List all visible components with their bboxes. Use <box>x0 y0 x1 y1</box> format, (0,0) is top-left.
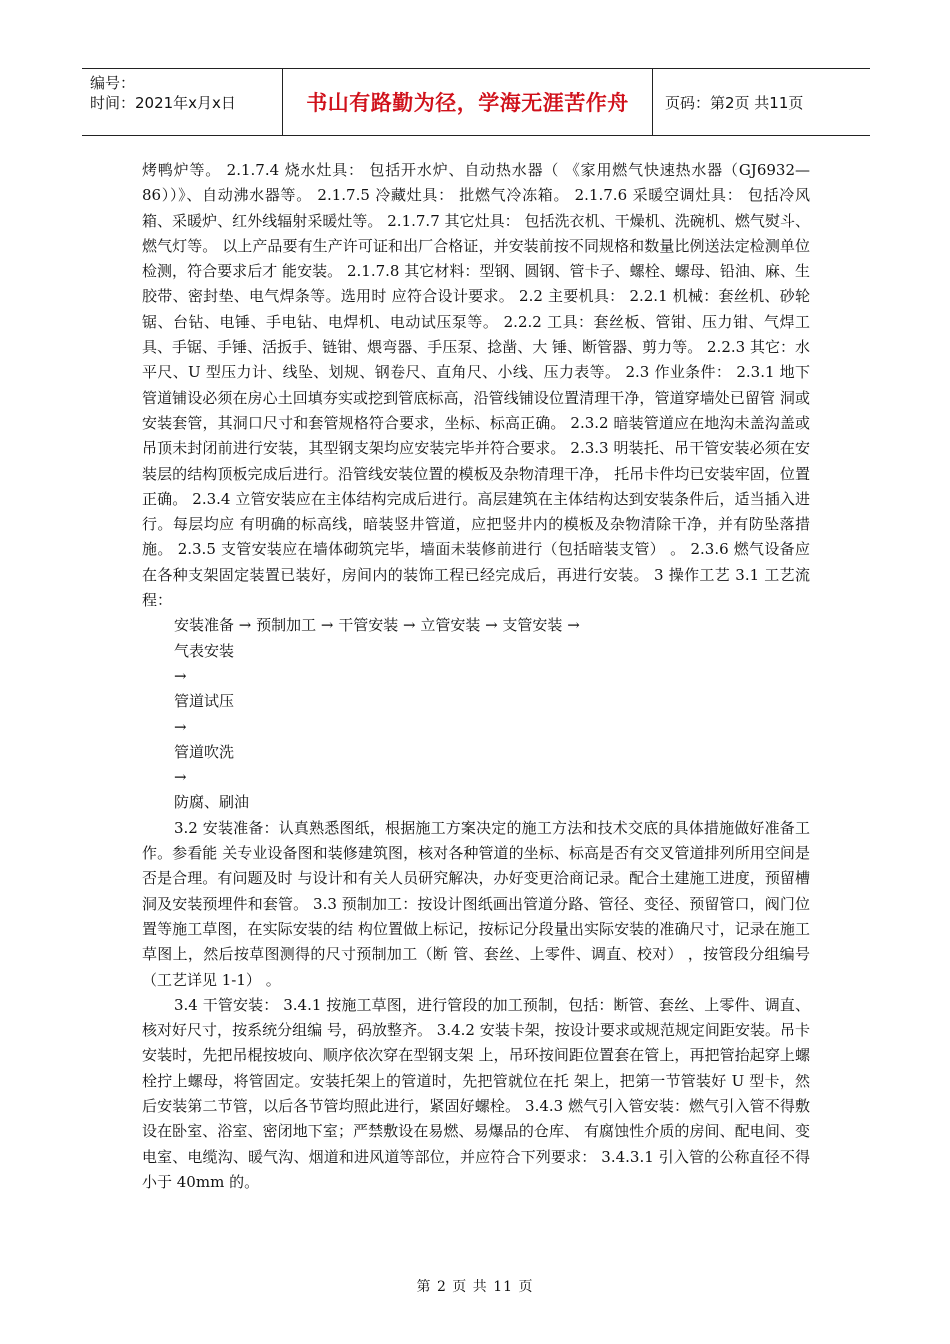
header-motto: 书山有路勤为径，学海无涯苦作舟 <box>283 69 653 135</box>
flow-step: 防腐、刷油 <box>174 793 250 812</box>
page-footer-number: 第 2 页 共 11 页 <box>416 1279 534 1295</box>
flow-arrow: → <box>174 768 187 787</box>
page-header <box>82 68 870 136</box>
flow-step: 管道试压 <box>174 692 235 711</box>
body-paragraph: 3.2 安装准备：认真熟悉图纸，根据施工方案决定的施工方法和技术交底的具体措施做好准备工作。参看能 关专业设备图和装修建筑图，核对各种管道的坐标、标高是否有交叉管道排列所用空间是否是合理。有问题及时 与设计和有关人员研究解决，办好变更洽商记录。配合土建施工进度，预留槽洞及安装预埋件和套管。 3.3 预制加工：按设计图纸画出管道分路、管径、变径、预留管口，阀门位置等施工草图，在实际安装的结 构位置做上标记，按标记分段量出实际安装的准确尺寸，记录在施工草图上，然后按草图测得的尺寸预制加工（断 管、套丝、上零件、调直、校对） ，按管段分组编号（工艺详见 1-1） 。 <box>142 818 810 989</box>
flow-line: 安装准备 → 预制加工 → 干管安装 → 立管安装 → 支管安装 → <box>174 616 580 635</box>
flow-arrow: → <box>174 717 187 736</box>
header-page-info: 页码：第2页 共11页 <box>665 93 804 112</box>
flow-arrow: → <box>174 666 187 685</box>
body-paragraph: 烤鸭炉等。 2.1.7.4 烧水灶具： 包括开水炉、自动热水器（ 《家用燃气快速热水器（GJ6932—86））》、自动沸水器等。 2.1.7.5 冷藏灶具： 批燃气冷冻箱。 2.1.7.6 采暖空调灶具： 包括冷风箱、采暖炉、红外线辐射采暖灶等。 2.1.7.7 其它灶具： 包括洗衣机、干燥机、洗碗机、燃气熨斗、燃气灯等。 以上产品要有生产许可证和出厂合格证，并安装前按不同规格和数量比例送法定检测单位检测，符合要求后才 能安装。 2.1.7.8 其它材料：型钢、圆钢、管卡子、螺栓、螺母、铅油、麻、生胶带、密封垫、电气焊条等。选用时 应符合设计要求。 2.2 主要机具： 2.2.1 机械：套丝机、砂轮锯、台钻、电锤、手电钻、电焊机、电动试压泵等。 2.2.2 工具：套丝板、管钳、压力钳、气焊工具、手锯、手锤、活扳手、链钳、煨弯器、手压泵、捻凿、大 锤、断管器、剪力等。 2.2.3 其它：水平尺、U 型压力计、线坠、划规、钢卷尺、直角尺、小线、压力表等。 2.3 作业条件： 2.3.1 地下管道铺设必须在房心土回填夯实或挖到管底标高，沿管线铺设位置清理干净，管道穿墙处已留管 洞或安装套管，其洞口尺寸和套管规格符合要求，坐标、标高正确。 2.3.2 暗装管道应在地沟未盖沟盖或吊顶未封闭前进行安装，其型钢支架均应安装完毕并符合要求。 2.3.3 明装托、吊干管安装必须在安装层的结构顶板完成后进行。沿管线安装位置的模板及杂物清理干净， 托吊卡件均已安装牢固，位置正确。 2.3.4 立管安装应在主体结构完成后进行。高层建筑在主体结构达到安装条件后，适当插入进行。每层均应 有明确的标高线，暗装竖井管道，应把竖井内的模板及杂物清除干净，并有防坠落措施。 2.3.5 支管安装应在墙体砌筑完毕，墙面未装修前进行（包括暗装支管） 。 2.3.6 燃气设备应在各种支架固定装置已装好，房间内的装饰工程已经完成后，再进行安装。 3 操作工艺 3.1 工艺流程： <box>142 161 810 610</box>
process-flow <box>142 613 810 815</box>
flow-step: 气表安装 <box>174 641 235 660</box>
body-paragraph: 3.4 干管安装： 3.4.1 按施工草图，进行管段的加工预制，包括：断管、套丝、上零件、调直、核对好尺寸，按系统分组编 号，码放整齐。 3.4.2 安装卡架，按设计要求或规范规定间距安装。吊卡安装时，先把吊棍按坡向、顺序依次穿在型钢支架 上，吊环按间距位置套在管上，再把管抬起穿上螺栓拧上螺母，将管固定。安装托架上的管道时，先把管就位在托 架上，把第一节管装好 U 型卡，然后安装第二节管，以后各节管均照此进行，紧固好螺栓。 3.4.3 燃气引入管安装：燃气引入管不得敷设在卧室、浴室、密闭地下室；严禁敷设在易燃、易爆品的仓库、 有腐蚀性介质的房间、配电间、变电室、电缆沟、暖气沟、烟道和进风道等部位，并应符合下列要求： 3.4.3.1 引入管的公称直径不得小于 40mm 的。 <box>142 995 810 1191</box>
document-number-label: 编号： <box>90 74 136 92</box>
document-body <box>142 158 810 1195</box>
document-date: 时间：2021年x月x日 <box>90 94 236 112</box>
flow-step: 管道吹洗 <box>174 742 235 761</box>
header-meta <box>82 69 283 135</box>
